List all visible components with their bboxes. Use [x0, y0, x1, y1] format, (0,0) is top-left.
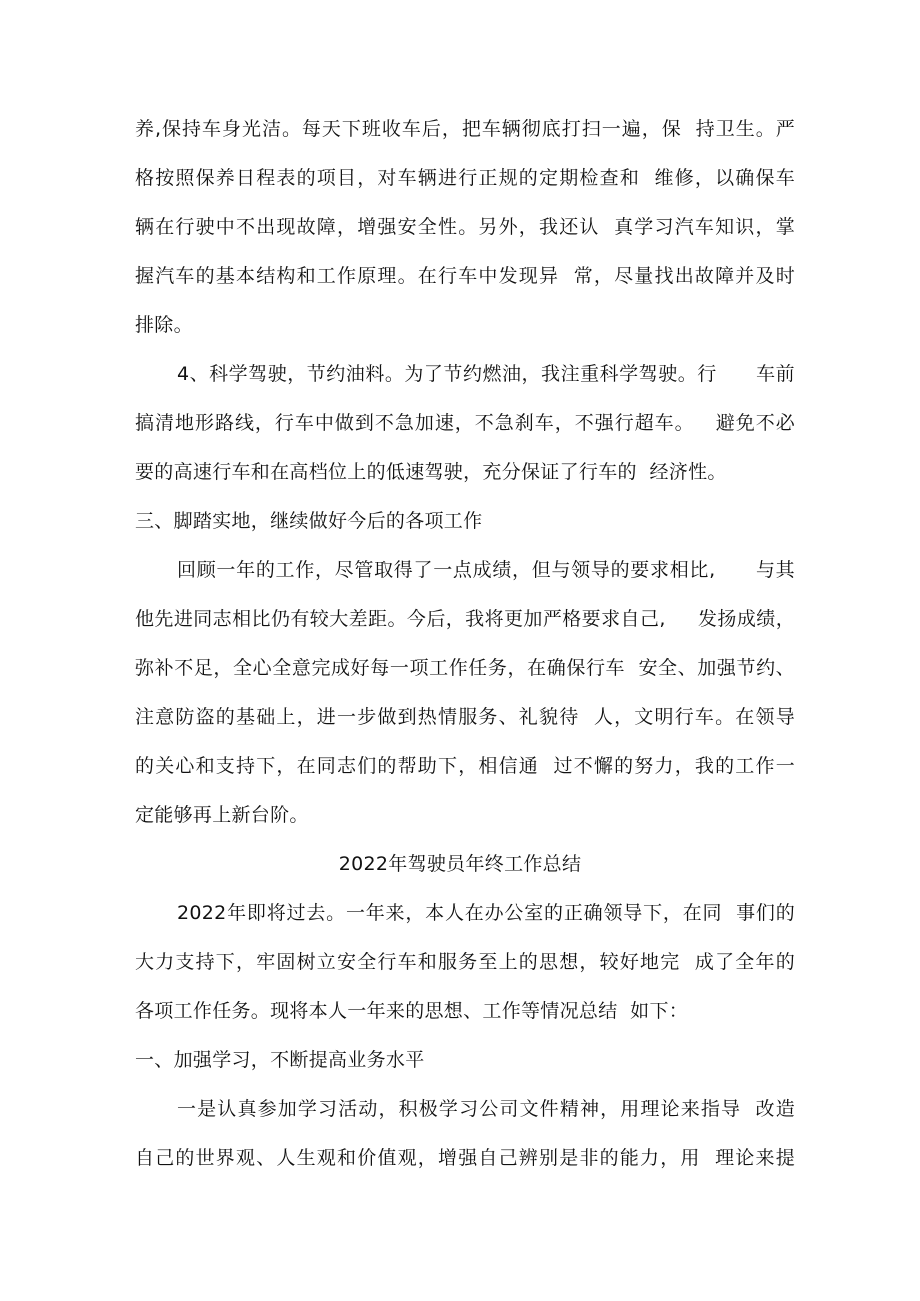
body-line: 排除。 [135, 314, 193, 336]
body-line: 的关心和支持下，在同志们的帮助下，相信通 过不懈的努力，我的工作一 [135, 755, 795, 777]
body-line: 搞清地形路线，行车中做到不急加速，不急刹车，不强行超车。 避免不必 [135, 412, 795, 434]
body-line: 注意防盗的基础上，进一步做到热情服务、礼貌待 人，文明行车。在领导 [135, 706, 795, 728]
document-title: 2022年驾驶员年终工作总结 [338, 853, 582, 875]
body-line: 养,保持车身光洁。每天下班收车后，把车辆彻底打扫一遍，保 持卫生。严 [135, 118, 795, 140]
section-heading: 一、加强学习，不断提高业务水平 [135, 1049, 425, 1071]
body-line: 大力支持下，牢固树立安全行车和服务至上的思想，较好地完 成了全年的 [135, 951, 795, 973]
body-line: 格按照保养日程表的项目，对车辆进行正规的定期检查和 维修，以确保车 [135, 167, 795, 189]
body-line: 4、科学驾驶，节约油料。为了节约燃油，我注重科学驾驶。行 车前 [177, 363, 795, 385]
body-line: 他先进同志相比仍有较大差距。今后，我将更加严格要求自己, 发扬成绩， [135, 608, 795, 630]
body-line: 自己的世界观、人生观和价值观，增强自己辨别是非的能力，用 理论来提 [135, 1147, 795, 1169]
body-line: 各项工作任务。现将本人一年来的思想、工作等情况总结 如下： [135, 1000, 689, 1022]
body-line: 定能够再上新台阶。 [135, 804, 309, 826]
body-line: 回顾一年的工作，尽管取得了一点成绩，但与领导的要求相比, 与其 [177, 559, 795, 581]
section-heading: 三、脚踏实地，继续做好今后的各项工作 [135, 510, 483, 532]
body-line: 一是认真参加学习活动，积极学习公司文件精神，用理论来指导 改造 [177, 1098, 795, 1120]
body-line: 要的高速行车和在高档位上的低速驾驶，充分保证了行车的 经济性。 [135, 461, 727, 483]
body-line: 2022年即将过去。一年来，本人在办公室的正确领导下，在同 事们的 [177, 902, 795, 924]
body-line: 握汽车的基本结构和工作原理。在行车中发现异 常，尽量找出故障并及时 [135, 265, 795, 287]
body-line: 辆在行驶中不出现故障，增强安全性。另外，我还认 真学习汽车知识，掌 [135, 216, 795, 238]
body-line: 弥补不足，全心全意完成好每一项工作任务，在确保行车 安全、加强节约、 [135, 657, 795, 679]
